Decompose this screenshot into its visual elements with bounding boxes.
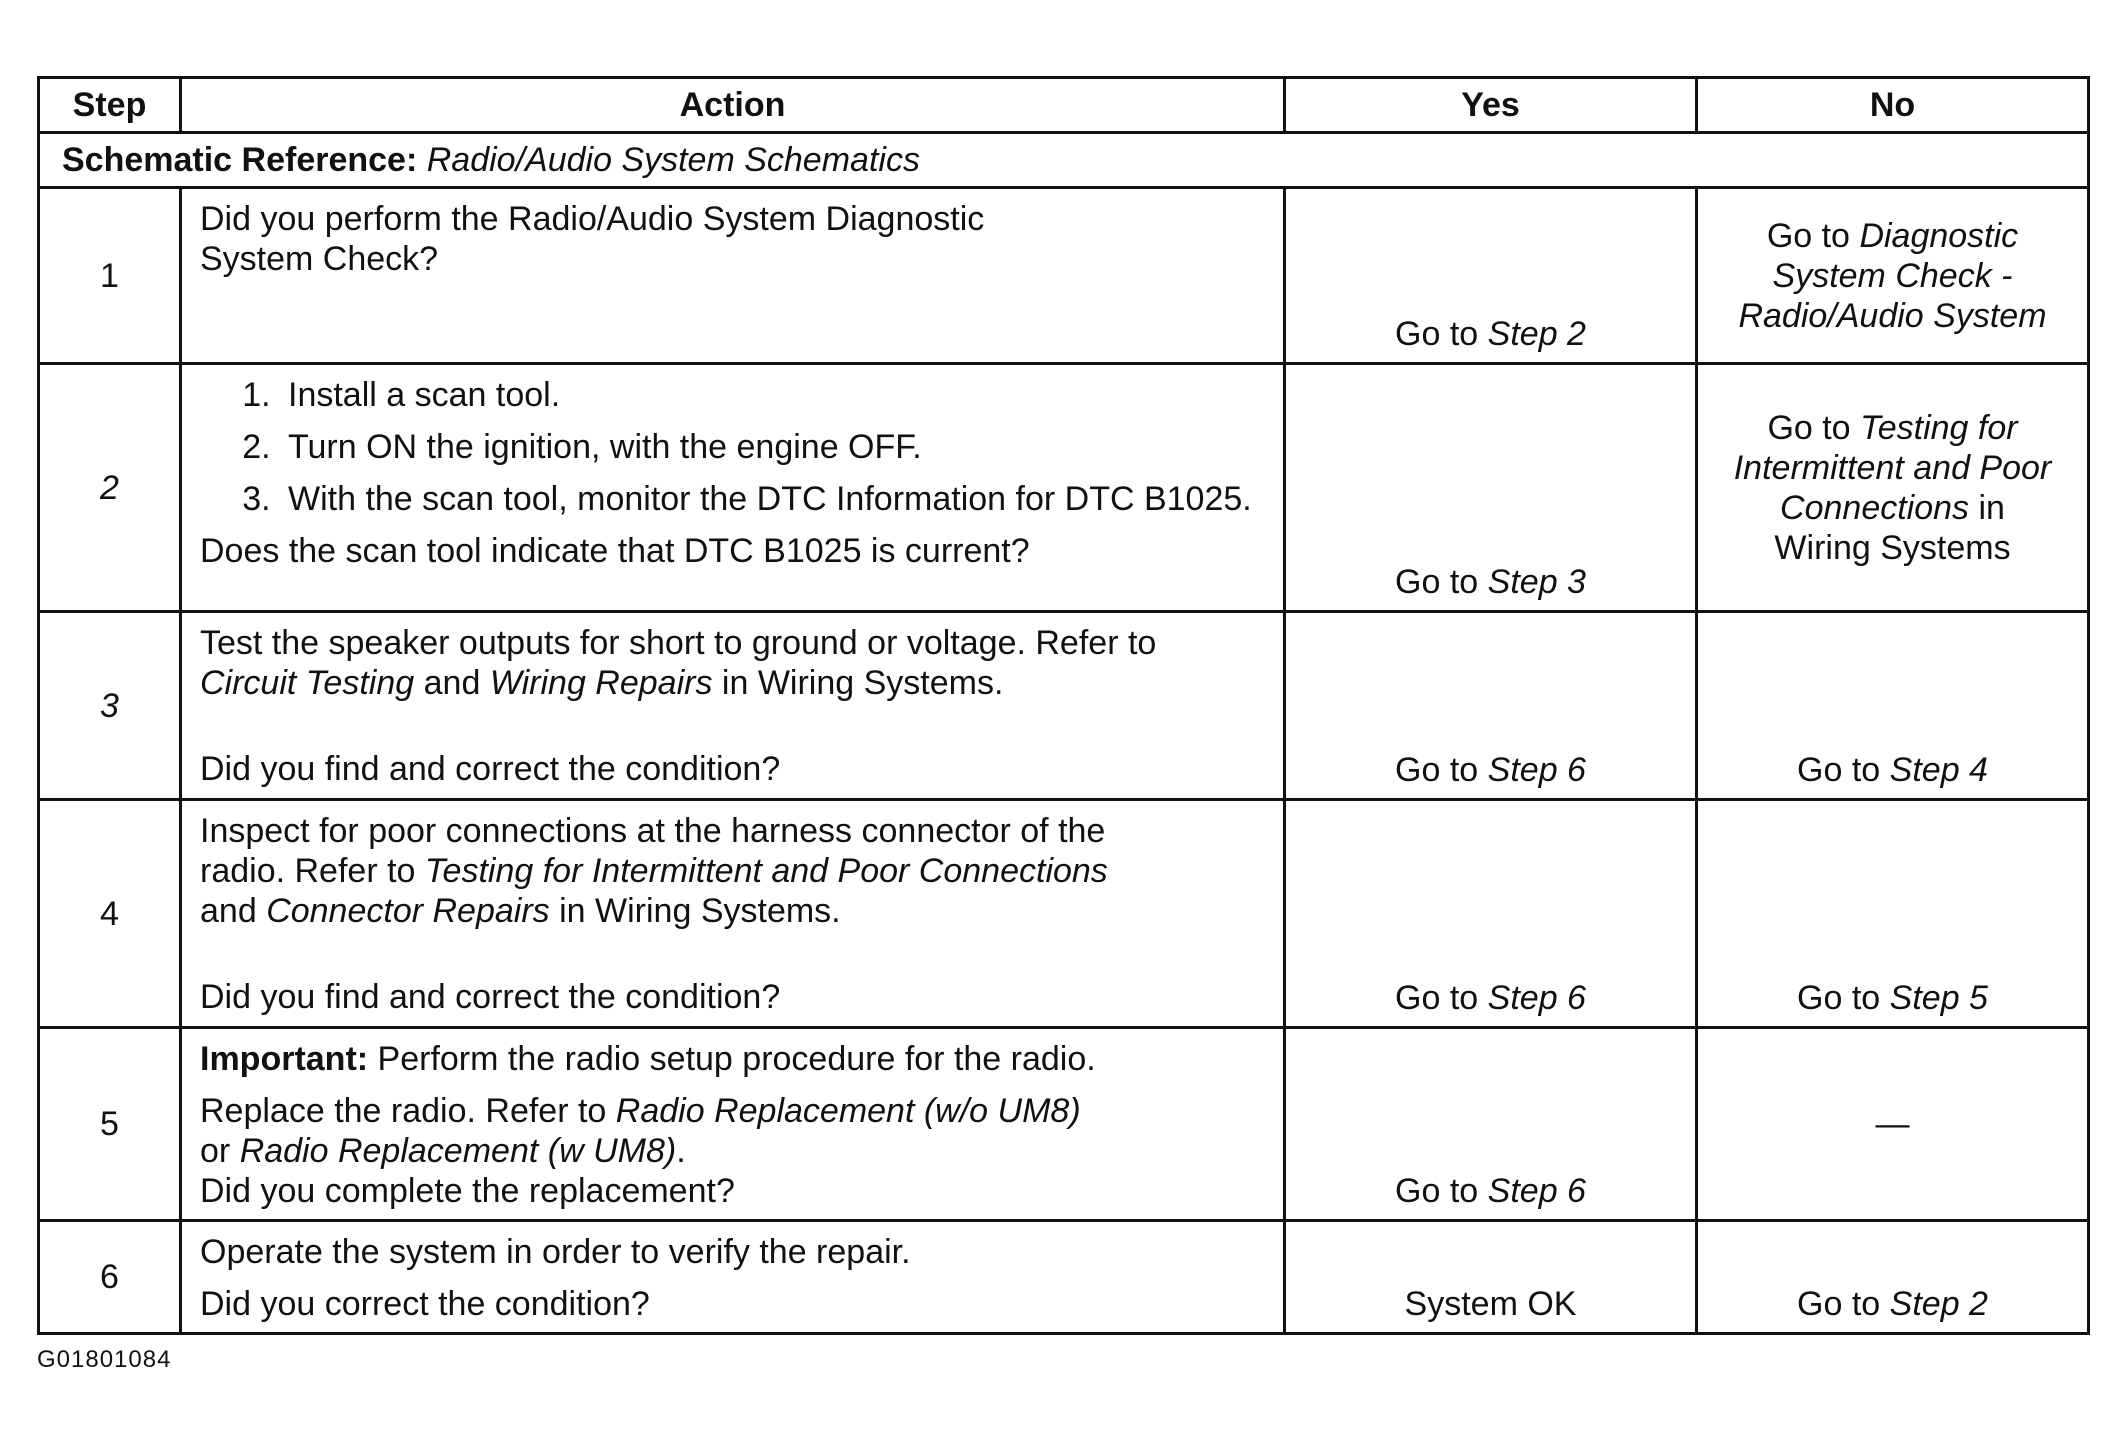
yes-cell xyxy=(1285,800,1697,1028)
goto-prefix: Go to xyxy=(1395,315,1479,353)
no-cell xyxy=(1697,1028,2089,1221)
action-cell xyxy=(181,612,1285,800)
header-step: Step xyxy=(39,78,181,133)
action-text xyxy=(200,623,1265,703)
spacer xyxy=(200,1272,1265,1284)
action-text-part: or xyxy=(200,1132,231,1170)
list-item: 2. Turn ON the ignition, with the engine OFF. xyxy=(280,427,1265,467)
step-link[interactable]: Step 6 xyxy=(1487,979,1586,1017)
reference-link[interactable]: Connections xyxy=(1780,488,1970,527)
important-label: Important: xyxy=(200,1040,369,1078)
action-text: System Check? xyxy=(200,240,439,278)
spacer xyxy=(200,1079,1265,1091)
goto-prefix: Go to xyxy=(1766,216,1850,255)
action-question: Did you find and correct the condition? xyxy=(200,978,781,1016)
table-row xyxy=(39,364,2089,612)
action-text-part: Test the speaker outputs for short to ground or voltage. Refer to xyxy=(200,624,1157,662)
no-cell xyxy=(1697,800,2089,1028)
list-item: 1. Install a scan tool. xyxy=(280,375,1265,415)
reference-link[interactable]: Radio/Audio System xyxy=(1738,296,2047,335)
yes-cell xyxy=(1285,1028,1697,1221)
step-link[interactable]: Step 4 xyxy=(1889,751,1988,789)
action-text xyxy=(200,1091,1265,1171)
yes-cell xyxy=(1285,612,1697,800)
no-cell xyxy=(1697,1221,2089,1334)
action-cell xyxy=(181,188,1285,364)
table-row xyxy=(39,1028,2089,1221)
reference-link[interactable]: System Check - xyxy=(1772,256,2013,295)
no-action-dash: — xyxy=(1875,1105,1910,1143)
no-cell xyxy=(1697,612,2089,800)
spacer xyxy=(200,703,1265,749)
reference-link[interactable]: Radio Replacement (w/o UM8) xyxy=(615,1092,1081,1130)
action-question: Did you correct the condition? xyxy=(200,1285,650,1323)
header-yes: Yes xyxy=(1285,78,1697,133)
reference-link[interactable]: Wiring Repairs xyxy=(489,664,713,702)
reference-text: Wiring Systems xyxy=(1774,528,2011,567)
important-text: Perform the radio setup procedure for the radio. xyxy=(377,1040,1096,1078)
header-no: No xyxy=(1697,78,2089,133)
action-cell xyxy=(181,364,1285,612)
yes-cell xyxy=(1285,188,1697,364)
step-link[interactable]: Step 6 xyxy=(1487,751,1586,789)
reference-link[interactable]: Testing for xyxy=(1860,408,2018,447)
step-link[interactable]: Step 2 xyxy=(1889,1285,1988,1323)
goto-prefix: Go to xyxy=(1395,979,1479,1017)
step-number: 6 xyxy=(39,1221,181,1334)
action-text-part: . xyxy=(676,1132,686,1170)
step-number: 4 xyxy=(39,800,181,1028)
table-row xyxy=(39,188,2089,364)
reference-link[interactable]: Testing for Intermittent and Poor Connections xyxy=(424,852,1108,890)
action-text-part: Replace the radio. Refer to xyxy=(200,1092,607,1130)
action-cell xyxy=(181,800,1285,1028)
header-action: Action xyxy=(181,78,1285,133)
action-cell xyxy=(181,1028,1285,1221)
step-link[interactable]: Step 5 xyxy=(1889,979,1988,1017)
action-text-part: and xyxy=(200,892,257,930)
action-text-part: radio. Refer to xyxy=(200,852,416,890)
step-number: 2 xyxy=(39,364,181,612)
schematic-label: Schematic Reference: xyxy=(62,141,418,179)
system-ok-text: System OK xyxy=(1404,1285,1577,1323)
diagnostic-table xyxy=(37,76,2090,1335)
step-number: 5 xyxy=(39,1028,181,1221)
reference-link[interactable]: Intermittent and Poor xyxy=(1733,448,2052,487)
step-number: 3 xyxy=(39,612,181,800)
schematic-reference-row xyxy=(39,133,2089,188)
goto-prefix: Go to xyxy=(1395,1172,1479,1210)
action-text-part: Inspect for poor connections at the harness connector of the xyxy=(200,812,1106,850)
reference-link[interactable]: Radio Replacement (w UM8) xyxy=(239,1132,677,1170)
schematic-link[interactable]: Radio/Audio System Schematics xyxy=(426,141,920,179)
goto-prefix: Go to xyxy=(1797,979,1881,1017)
step-link[interactable]: Step 6 xyxy=(1487,1172,1586,1210)
action-text-part: in Wiring Systems. xyxy=(721,664,1004,702)
action-question: Did you find and correct the condition? xyxy=(200,750,781,788)
schematic-reference xyxy=(39,133,2089,188)
action-cell xyxy=(181,1221,1285,1334)
action-steps-list xyxy=(200,375,1265,519)
reference-link[interactable]: Connector Repairs xyxy=(266,892,550,930)
reference-link[interactable]: Circuit Testing xyxy=(200,664,415,702)
goto-prefix: Go to xyxy=(1797,1285,1881,1323)
action-question: Did you complete the replacement? xyxy=(200,1172,735,1210)
header-row xyxy=(39,78,2089,133)
goto-prefix: Go to xyxy=(1767,408,1851,447)
reference-suffix: in xyxy=(1978,488,2005,527)
goto-prefix: Go to xyxy=(1395,751,1479,789)
goto-prefix: Go to xyxy=(1395,563,1479,601)
no-cell xyxy=(1697,364,2089,612)
goto-prefix: Go to xyxy=(1797,751,1881,789)
table-row xyxy=(39,800,2089,1028)
action-text: Operate the system in order to verify the repair. xyxy=(200,1233,911,1271)
step-link[interactable]: Step 2 xyxy=(1487,315,1586,353)
table-row xyxy=(39,1221,2089,1334)
yes-cell xyxy=(1285,1221,1697,1334)
figure-id: G01801084 xyxy=(37,1346,172,1373)
action-text xyxy=(200,811,1265,931)
reference-link[interactable]: Diagnostic xyxy=(1859,216,2019,255)
yes-cell xyxy=(1285,364,1697,612)
action-text-part: and xyxy=(423,664,481,702)
step-number: 1 xyxy=(39,188,181,364)
action-text-part: in Wiring Systems. xyxy=(559,892,841,930)
action-text: Did you perform the Radio/Audio System Diagnostic xyxy=(200,200,985,238)
no-cell xyxy=(1697,188,2089,364)
spacer xyxy=(200,931,1265,977)
step-link[interactable]: Step 3 xyxy=(1487,563,1586,601)
table-row xyxy=(39,612,2089,800)
list-item: 3. With the scan tool, monitor the DTC Information for DTC B1025. xyxy=(280,479,1265,519)
action-question: Does the scan tool indicate that DTC B1025 is current? xyxy=(200,532,1030,570)
important-note xyxy=(200,1039,1265,1079)
